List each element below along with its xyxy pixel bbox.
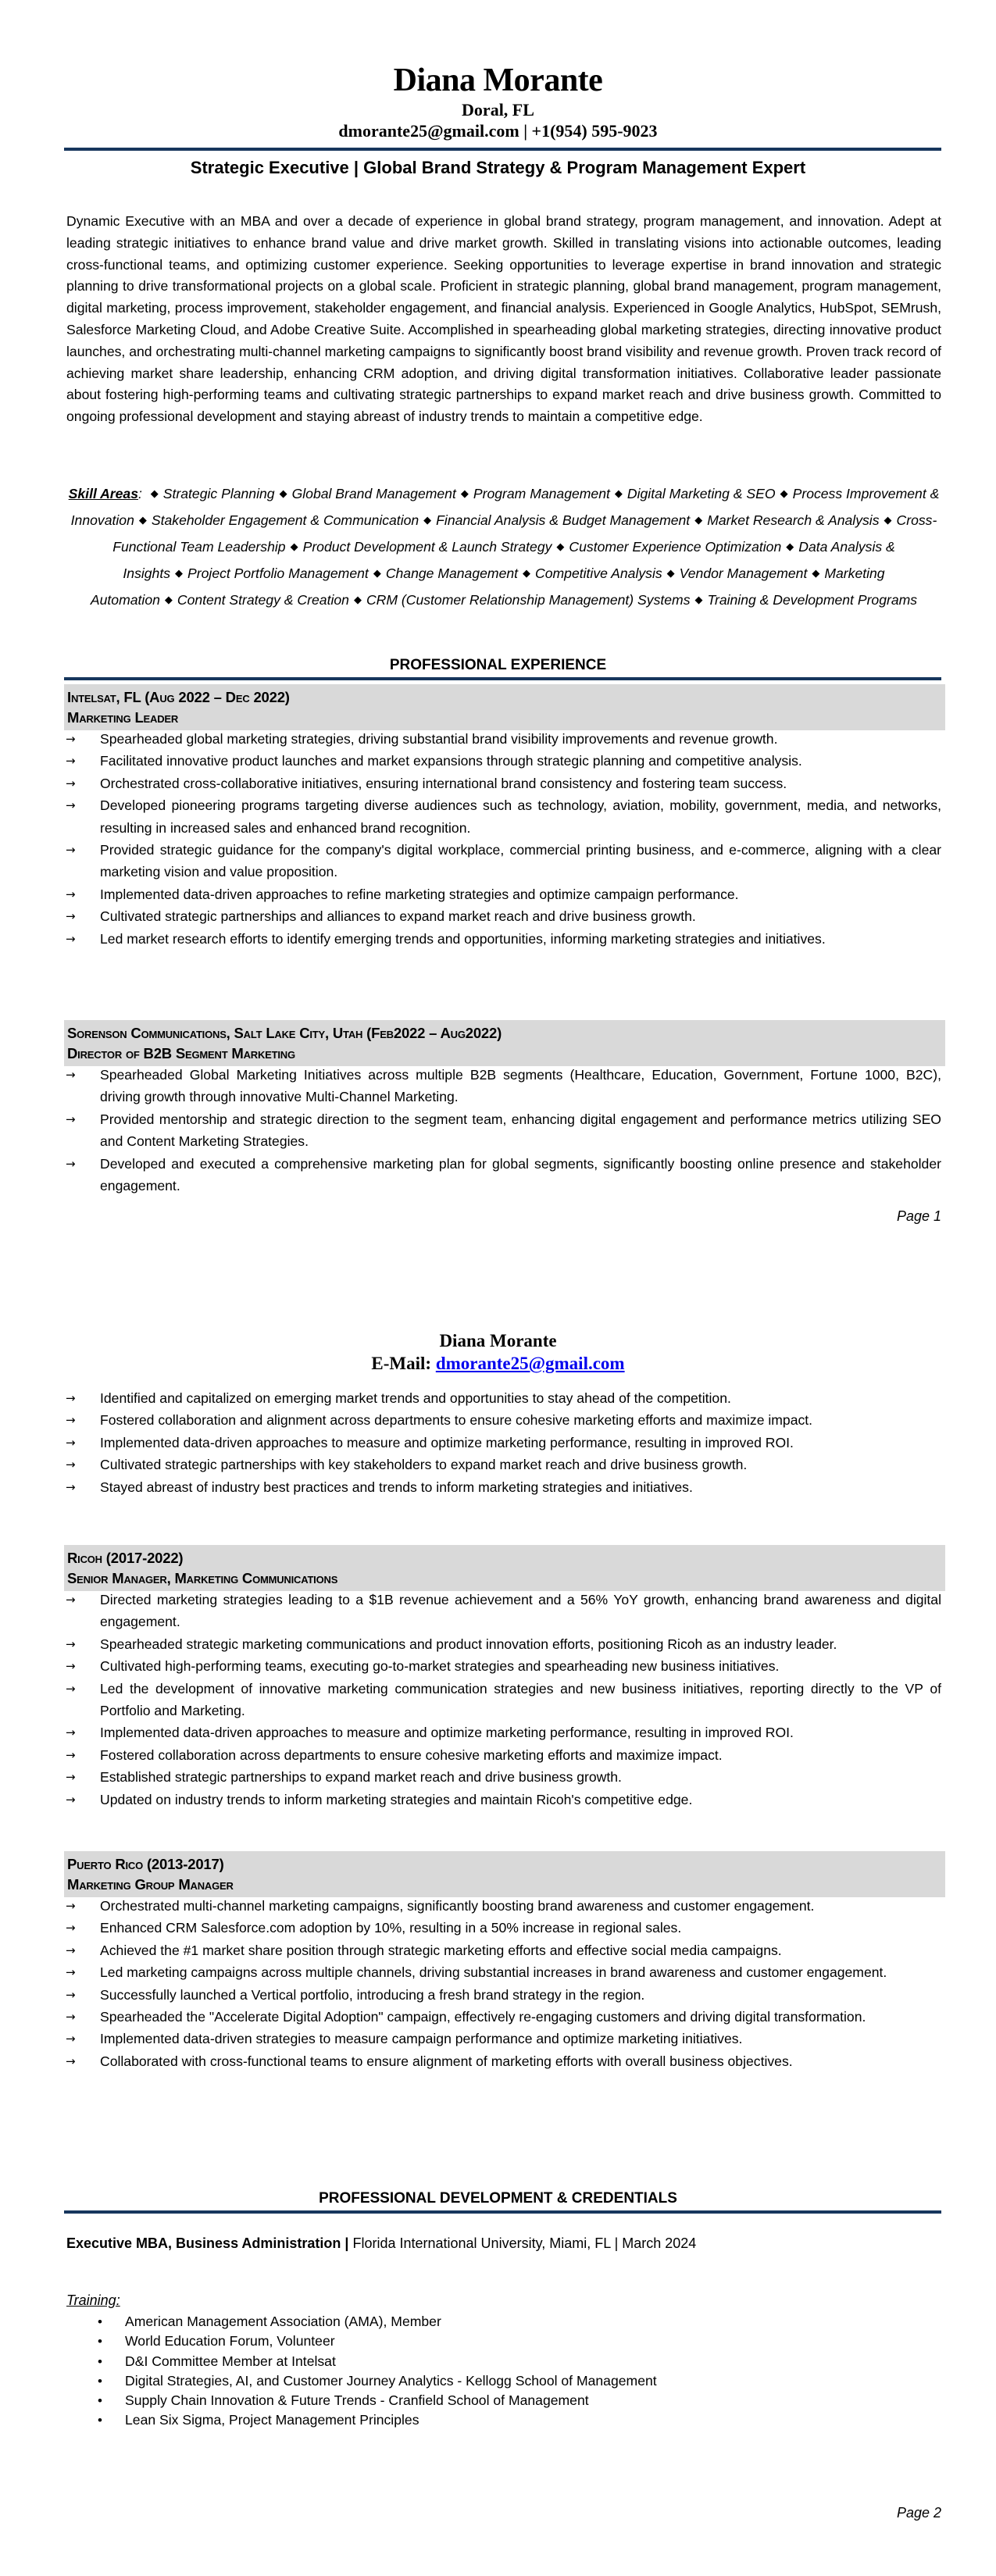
bullet-text: Spearheaded Global Marketing Initiatives across multiple B2B segments (Healthcare, Education, Government, Fortune 1000, B2C), driving growth through innovative Multi-Channel Marketing. [100, 1067, 941, 1105]
diamond-separator-icon: ◆ [290, 541, 298, 552]
job-header-ricoh [64, 1545, 945, 1591]
skill-item: Cross-Functional Team Leadership [112, 512, 937, 555]
skill-item: Vendor Management [679, 566, 808, 581]
page2-email-line [0, 1353, 996, 1375]
arrow-right-icon: → [66, 1659, 76, 1674]
section-title-experience: PROFESSIONAL EXPERIENCE [389, 657, 607, 673]
training-text: American Management Association (AMA), Member [125, 2314, 441, 2329]
job-bullet-item [64, 1984, 941, 2006]
job-header-intelsat [64, 684, 945, 730]
arrow-right-icon: → [66, 1068, 76, 1082]
skill-item: Change Management [385, 566, 519, 581]
job-bullet-item [64, 1454, 941, 1475]
bullet-text: Cultivated strategic partnerships and alliances to expand market reach and drive business growth. [100, 908, 696, 925]
skill-item: Strategic Planning [162, 486, 275, 501]
bullet-dot-icon: • [98, 2353, 102, 2369]
diamond-separator-icon: ◆ [614, 487, 623, 499]
bullet-text: Directed marketing strategies leading to a $1B revenue achievement and a 56% YoY growth, enhancing brand awareness and digital engagement. [100, 1592, 941, 1630]
contact-line [0, 121, 996, 141]
arrow-right-icon: → [66, 732, 76, 746]
training-item [66, 2371, 941, 2391]
skill-item: Content Strategy & Creation [177, 592, 349, 608]
job-header-puerto-rico [64, 1851, 945, 1897]
skill-item: Marketing Automation [90, 566, 885, 608]
skill-item: CRM (Customer Relationship Management) Systems [366, 592, 691, 608]
bullet-text: Spearheaded global marketing strategies, driving substantial brand visibility improvements and revenue growth. [100, 731, 778, 747]
skill-item: Process Improvement & Innovation [70, 486, 940, 528]
training-text: Digital Strategies, AI, and Customer Journey Analytics - Kellogg School of Management [125, 2372, 657, 2389]
education-entry: Executive MBA, Business Administration | Florida International University, Miami, FL | March 2024 [66, 2235, 697, 2251]
job-bullet-item [64, 883, 941, 905]
bullet-dot-icon: • [98, 2334, 102, 2349]
bullet-text: Led the development of innovative marketing communication strategies and new business initiatives, reporting directly to the VP of Portfolio and Marketing. [100, 1680, 941, 1719]
bullet-text: Implemented data-driven approaches to measure and optimize marketing performance, resulting in improved ROI. [100, 1434, 794, 1450]
job-bullet-item [64, 1789, 941, 1811]
bullet-text: Provided mentorship and strategic direction to the segment team, enhancing digital engagement and performance metrics utilizing SEO and Content Marketing Strategies. [100, 1111, 941, 1150]
arrow-right-icon: → [66, 2010, 76, 2025]
job-bullet-item [64, 1589, 941, 1633]
bullet-text: Facilitated innovative product launches and market expansions through strategic planning and competitive analysis. [100, 753, 802, 769]
job-bullets-sorenson-p2 [64, 1387, 941, 1498]
job-header-sorenson [64, 1020, 945, 1066]
job-bullets-intelsat [64, 728, 941, 950]
arrow-right-icon: → [66, 1391, 76, 1405]
job-bullet-item [64, 2006, 941, 2028]
page-number-2: Page 2 [896, 2505, 941, 2521]
diamond-separator-icon: ◆ [812, 567, 820, 579]
candidate-name: Diana Morante [393, 62, 603, 98]
training-text: D&I Committee Member at Intelsat [125, 2353, 336, 2369]
diamond-separator-icon: ◆ [556, 541, 565, 552]
bullet-text: Collaborated with cross-functional teams to ensure alignment of marketing efforts with overall business objectives. [100, 2053, 793, 2069]
job-bullet-item [64, 1476, 941, 1498]
job-title: Senior Manager, Marketing Communications [67, 1570, 338, 1586]
contact-separator: | [519, 121, 532, 141]
skill-item: Training & Development Programs [707, 592, 918, 608]
bullet-text: Developed pioneering programs targeting diverse audiences such as technology, aviation, mobility, government, media, and networks, resulting in increased sales and enhanced brand recognition. [100, 797, 941, 836]
bullet-text: Led market research efforts to identify emerging trends and opportunities, informing marketing strategies and initiatives. [100, 930, 826, 947]
job-bullet-item [64, 1961, 941, 1983]
job-bullet-item [64, 772, 941, 794]
diamond-separator-icon: ◆ [279, 487, 287, 499]
diamond-separator-icon: ◆ [780, 487, 788, 499]
bullet-text: Developed and executed a comprehensive marketing plan for global segments, significantly boosting online presence and stakeholder engagement. [100, 1155, 941, 1194]
job-bullet-item [64, 1153, 941, 1197]
job-bullets-sorenson-p1 [64, 1064, 941, 1197]
bullet-text: Identified and capitalized on emerging market trends and opportunities to stay ahead of the competition. [100, 1390, 731, 1406]
arrow-right-icon: → [66, 1636, 76, 1651]
training-text: World Education Forum, Volunteer [125, 2333, 335, 2349]
header-divider [64, 148, 941, 151]
diamond-separator-icon: ◆ [373, 567, 381, 579]
training-text: Supply Chain Innovation & Future Trends - Cranfield School of Management [125, 2392, 589, 2409]
diamond-separator-icon: ◆ [666, 567, 675, 579]
skill-item: Stakeholder Engagement & Communication [151, 512, 419, 528]
skill-item: Program Management [473, 486, 610, 501]
bullet-text: Provided strategic guidance for the company's digital workplace, commercial printing business, and e-commerce, aligning with a clear marketing vision and value proposition. [100, 842, 941, 880]
bullet-dot-icon: • [98, 2373, 102, 2389]
job-company: Sorenson Communications, Salt Lake City, Utah (Feb2022 – Aug2022) [67, 1025, 502, 1041]
arrow-right-icon: → [66, 887, 76, 901]
bullet-text: Successfully launched a Vertical portfolio, introducing a fresh brand strategy in the region. [100, 1986, 645, 2003]
section-title-credentials: PROFESSIONAL DEVELOPMENT & CREDENTIALS [319, 2190, 677, 2207]
job-bullet-item [64, 928, 941, 950]
page-number-1: Page 1 [896, 1208, 941, 1224]
arrow-right-icon: → [66, 1943, 76, 1957]
job-bullet-item [64, 1678, 941, 1722]
job-bullet-item [64, 1432, 941, 1454]
job-bullet-item [64, 1409, 941, 1431]
bullet-dot-icon: • [98, 2314, 102, 2329]
job-title: Marketing Group Manager [67, 1876, 234, 1893]
arrow-right-icon: → [66, 931, 76, 946]
bullet-text: Spearheaded the "Accelerate Digital Adoption" campaign, effectively re-engaging customers and driving digital transformation. [100, 2009, 866, 2025]
training-list [66, 2312, 941, 2431]
job-bullet-item [64, 1721, 941, 1743]
arrow-right-icon: → [66, 1965, 76, 1980]
bullet-text: Cultivated high-performing teams, executing go-to-market strategies and spearheading new business initiatives. [100, 1658, 780, 1675]
skill-item: Data Analysis & Insights [123, 539, 895, 581]
arrow-right-icon: → [66, 909, 76, 924]
job-bullet-item [64, 1387, 941, 1409]
job-bullets-puerto-rico [64, 1895, 941, 2072]
arrow-right-icon: → [66, 1899, 76, 1913]
arrow-right-icon: → [66, 1156, 76, 1171]
job-title: Marketing Leader [67, 709, 179, 726]
diamond-separator-icon: ◆ [460, 487, 469, 499]
arrow-right-icon: → [66, 1457, 76, 1472]
training-item [66, 2391, 941, 2410]
page2-candidate-name: Diana Morante [439, 1331, 557, 1350]
bullet-text: Stayed abreast of industry best practices and trends to inform marketing strategies and initiatives. [100, 1479, 693, 1495]
arrow-right-icon: → [66, 2053, 76, 2068]
job-company: Ricoh (2017-2022) [67, 1550, 184, 1566]
bullet-dot-icon: • [98, 2413, 102, 2428]
email-link[interactable]: dmorante25@gmail.com [435, 1354, 625, 1373]
arrow-right-icon: → [66, 1725, 76, 1740]
diamond-separator-icon: ◆ [786, 541, 794, 552]
experience-divider [64, 677, 941, 680]
bullet-text: Updated on industry trends to inform marketing strategies and maintain Ricoh's competitive edge. [100, 1791, 693, 1807]
job-bullet-item [64, 794, 941, 839]
diamond-separator-icon: ◆ [150, 487, 159, 499]
job-bullet-item [64, 2050, 941, 2072]
credentials-divider [64, 2210, 941, 2214]
bullet-text: Cultivated strategic partnerships with key stakeholders to expand market reach and drive business growth. [100, 1457, 748, 1473]
professional-tagline: Strategic Executive | Global Brand Strategy & Program Management Expert [190, 158, 806, 177]
bullet-text: Achieved the #1 market share position through strategic marketing efforts and effective social media campaigns. [100, 1942, 782, 1958]
training-item [66, 2312, 941, 2332]
diamond-separator-icon: ◆ [353, 594, 362, 605]
bullet-text: Fostered collaboration across departments to ensure cohesive marketing efforts and maximize impact. [100, 1746, 723, 1763]
skill-item: Global Brand Management [291, 486, 456, 501]
arrow-right-icon: → [66, 1681, 76, 1696]
job-bullet-item [64, 750, 941, 772]
bullet-text: Led marketing campaigns across multiple channels, driving substantial increases in brand awareness and customer engagement. [100, 1964, 887, 1981]
arrow-right-icon: → [66, 798, 76, 813]
skill-item: Customer Experience Optimization [569, 539, 782, 555]
degree-name: Executive MBA, Business Administration [66, 2235, 341, 2251]
arrow-right-icon: → [66, 1435, 76, 1450]
job-bullet-item [64, 728, 941, 750]
arrow-right-icon: → [66, 776, 76, 790]
diamond-separator-icon: ◆ [175, 567, 184, 579]
job-bullet-item [64, 1064, 941, 1108]
training-item [66, 2352, 941, 2371]
skill-item: Project Portfolio Management [187, 566, 369, 581]
skill-item: Digital Marketing & SEO [627, 486, 776, 501]
job-bullet-item [64, 1895, 941, 1917]
skill-areas: Skill Areas: ◆ Strategic Planning ◆ Global Brand Management ◆ Program Management ◆ Digital Marketing & SEO ◆ Process Improvement & Innovation ◆ Stakeholder Engagement & Communication ◆ Financial Analysis & Budget Management ◆ Market Research & Analysis ◆ Cross-Functional Team Leadership ◆ Product Development & Launch Strategy ◆ Customer Experience Optimization ◆ Data Analysis & Insights ◆ Project Portfolio Management ◆ Change Management ◆ Competitive Analysis ◆ Vendor Management ◆ Marketing Automation ◆ Content Strategy & Creation ◆ CRM (Customer Relationship Management) Systems ◆ Training & Development Programs [68, 486, 940, 608]
contact-phone[interactable]: +1(954) 595-9023 [531, 121, 658, 141]
arrow-right-icon: → [66, 1593, 76, 1607]
training-item [66, 2332, 941, 2351]
job-company: Intelsat, FL (Aug 2022 – Dec 2022) [67, 689, 290, 705]
skill-areas-list [68, 486, 940, 608]
arrow-right-icon: → [66, 843, 76, 858]
arrow-right-icon: → [66, 1413, 76, 1428]
bullet-text: Spearheaded strategic marketing communications and product innovation efforts, positioning Ricoh as an industry leader. [100, 1636, 837, 1652]
arrow-right-icon: → [66, 2032, 76, 2046]
contact-email[interactable]: dmorante25@gmail.com [338, 121, 519, 141]
job-bullet-item [64, 1744, 941, 1766]
diamond-separator-icon: ◆ [138, 514, 147, 526]
arrow-right-icon: → [66, 1987, 76, 2002]
job-bullet-item [64, 1633, 941, 1655]
diamond-separator-icon: ◆ [694, 594, 703, 605]
arrow-right-icon: → [66, 1111, 76, 1126]
diamond-separator-icon: ◆ [164, 594, 173, 605]
skill-item: Product Development & Launch Strategy [302, 539, 552, 555]
arrow-right-icon: → [66, 1770, 76, 1785]
job-bullet-item [64, 1917, 941, 1939]
bullet-text: Implemented data-driven approaches to measure and optimize marketing performance, resulting in improved ROI. [100, 1725, 794, 1741]
skill-item: Competitive Analysis [535, 566, 662, 581]
training-item [66, 2410, 941, 2430]
job-bullet-item [64, 1939, 941, 1961]
job-bullet-item [64, 905, 941, 927]
bullet-text: Orchestrated cross-collaborative initiatives, ensuring international brand consistency and fostering team success. [100, 775, 787, 791]
job-company: Puerto Rico (2013-2017) [67, 1856, 224, 1872]
diamond-separator-icon: ◆ [423, 514, 432, 526]
skill-item: Financial Analysis & Budget Management [436, 512, 691, 528]
job-bullet-item [64, 1655, 941, 1677]
bullet-text: Enhanced CRM Salesforce.com adoption by 10%, resulting in a 50% increase in regional sales. [100, 1920, 682, 1936]
diamond-separator-icon: ◆ [694, 514, 703, 526]
bullet-text: Orchestrated multi-channel marketing campaigns, significantly boosting brand awareness and customer engagement. [100, 1898, 815, 1914]
job-bullet-item [64, 839, 941, 883]
arrow-right-icon: → [66, 754, 76, 769]
candidate-location: Doral, FL [462, 100, 534, 120]
skill-item: Market Research & Analysis [707, 512, 880, 528]
job-bullet-item [64, 1108, 941, 1153]
job-bullet-item [64, 1766, 941, 1788]
bullet-text: Implemented data-driven strategies to measure campaign performance and optimize marketing initiatives. [100, 2031, 743, 2047]
arrow-right-icon: → [66, 1479, 76, 1494]
email-label: E-Mail: [371, 1354, 436, 1373]
arrow-right-icon: → [66, 1747, 76, 1762]
training-text: Lean Six Sigma, Project Management Principles [125, 2412, 419, 2428]
diamond-separator-icon: ◆ [884, 514, 892, 526]
diamond-separator-icon: ◆ [523, 567, 531, 579]
bullet-text: Established strategic partnerships to expand market reach and drive business growth. [100, 1769, 622, 1786]
professional-summary: Dynamic Executive with an MBA and over a decade of experience in global brand strategy, program management, and innovation. Adept at leading strategic initiatives to enhance brand value and drive market growth. Skilled in translating visions into actionable outcomes, leading cross-functional teams, and optimizing customer experience. Seeking opportunities to leverage expertise in brand innovation and strategic planning to drive transformational projects on a global scale. Proficient in strategic planning, global brand management, program management, digital marketing, process improvement, stakeholder engagement, and financial analysis. Experienced in Google Analytics, HubSpot, SEMrush, Salesforce Marketing Cloud, and Adobe Creative Suite. Accomplished in spearheading global marketing strategies, directing innovative product launches, and orchestrating multi-channel marketing campaigns to significantly boost brand visibility and revenue growth. Proven track record of achieving market share leadership, enhancing CRM adoption, and driving digital transformation initiatives. Collaborative leader passionate about fostering high-performing teams and cultivating strategic partnerships to expand market reach and drive business growth. Committed to ongoing professional development and staying abreast of industry trends to maintain a competitive edge. [66, 213, 941, 425]
job-title: Director of B2B Segment Marketing [67, 1045, 295, 1061]
bullet-dot-icon: • [98, 2393, 102, 2409]
training-label: Training: [66, 2292, 120, 2308]
job-bullets-ricoh [64, 1589, 941, 1811]
job-bullet-item [64, 2028, 941, 2050]
arrow-right-icon: → [66, 1792, 76, 1807]
bullet-text: Fostered collaboration and alignment across departments to ensure cohesive marketing efforts and maximize impact. [100, 1412, 813, 1429]
degree-institution: Florida International University, Miami, FL | March 2024 [352, 2235, 697, 2251]
arrow-right-icon: → [66, 1921, 76, 1936]
bullet-text: Implemented data-driven approaches to refine marketing strategies and optimize campaign performance. [100, 886, 739, 902]
skill-areas-label: Skill Areas [68, 486, 138, 501]
